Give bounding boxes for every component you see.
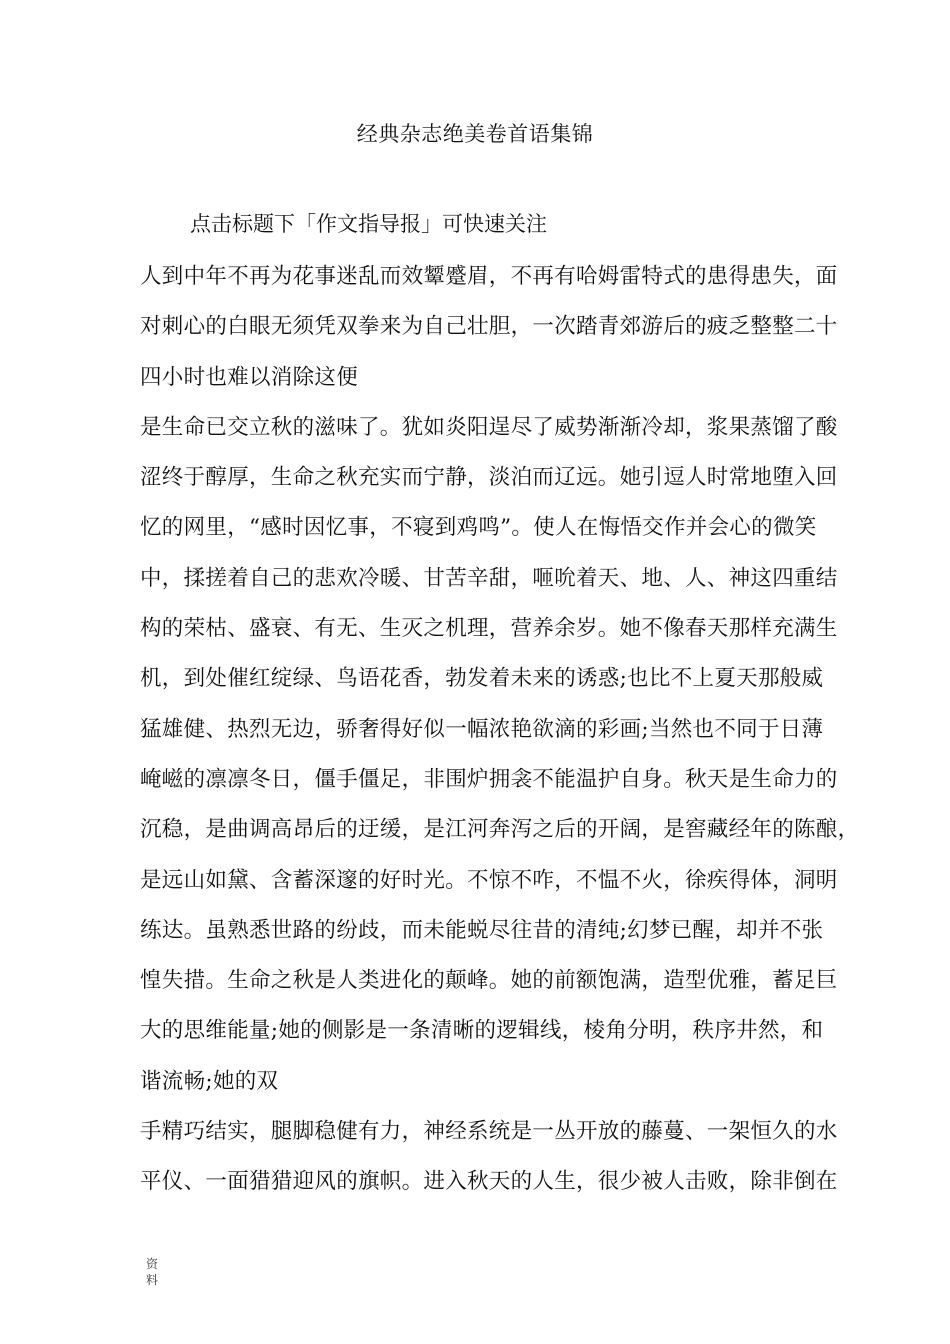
text-line: 谐流畅;她的双 [140,1068,279,1094]
text-line: 平仪、一面猎猎迎风的旗帜。进入秋天的人生，很少被人击败，除非倒在 [140,1169,838,1195]
text-line: 是生命已交立秋的滋味了。犹如炎阳逞尽了威势渐渐冷却，浆果蒸馏了酸 [140,414,838,440]
text-line: 猛雄健、热烈无边，骄奢得好似一幅浓艳欲滴的彩画;当然也不同于日薄 [140,716,824,742]
text-line: 四小时也难以消除这便 [140,364,359,390]
body-text [140,263,860,1219]
text-line: 人到中年不再为花事迷乱而效颦蹙眉，不再有哈姆雷特式的患得患失，面 [140,264,838,289]
text-line: 沉稳，是曲调高昂后的迂缓，是江河奔泻之后的开阔，是窖藏经年的陈酿， [140,817,860,843]
text-line: 机，到处催红绽绿、鸟语花香，勃发着未来的诱惑;也比不上夏天那般威 [140,666,824,692]
footer-note [146,1256,162,1288]
text-line: 中，揉搓着自己的悲欢冷暖、甘苦辛甜，咂吮着天、地、人、神这四重结 [140,565,838,591]
page-title: 经典杂志绝美卷首语集锦 [356,122,594,146]
text-line: 崦嵫的凛凛冬日，僵手僵足，非围炉拥衾不能温护自身。秋天是生命力的 [140,766,838,792]
text-line: 对刺心的白眼无须凭双拳来为自己壮胆，一次踏青郊游后的疲乏整整二十 [140,314,838,340]
footer-char: 资 [146,1257,159,1271]
text-line: 手精巧结实，腿脚稳健有力，神经系统是一丛开放的藤蔓、一架恒久的水 [140,1119,838,1145]
text-line: 练达。虽熟悉世路的纷歧，而未能蜕尽往昔的清纯;幻梦已醒，却并不张 [140,917,824,943]
text-line: 构的荣枯、盛衰、有无、生灭之机理，营养余岁。她不像春天那样充满生 [140,616,838,642]
footer-char: 料 [146,1273,159,1287]
subtitle: 点击标题下「作文指导报」可快速关注 [190,212,547,236]
text-line: 惶失措。生命之秋是人类进化的颠峰。她的前额饱满，造型优雅，蓄足巨 [140,968,838,994]
text-line: 涩终于醇厚，生命之秋充实而宁静，淡泊而辽远。她引逗人时常地堕入回 [140,465,838,491]
text-line: 忆的网里，“感时因忆事，不寝到鸡鸣”。使人在悔悟交作并会心的微笑 [140,515,817,541]
text-line: 大的思维能量;她的侧影是一条清晰的逻辑线，棱角分明，秩序井然，和 [140,1018,824,1044]
text-line: 是远山如黛、含蓄深邃的好时光。不惊不咋，不愠不火，徐疾得体，洞明 [140,867,838,893]
